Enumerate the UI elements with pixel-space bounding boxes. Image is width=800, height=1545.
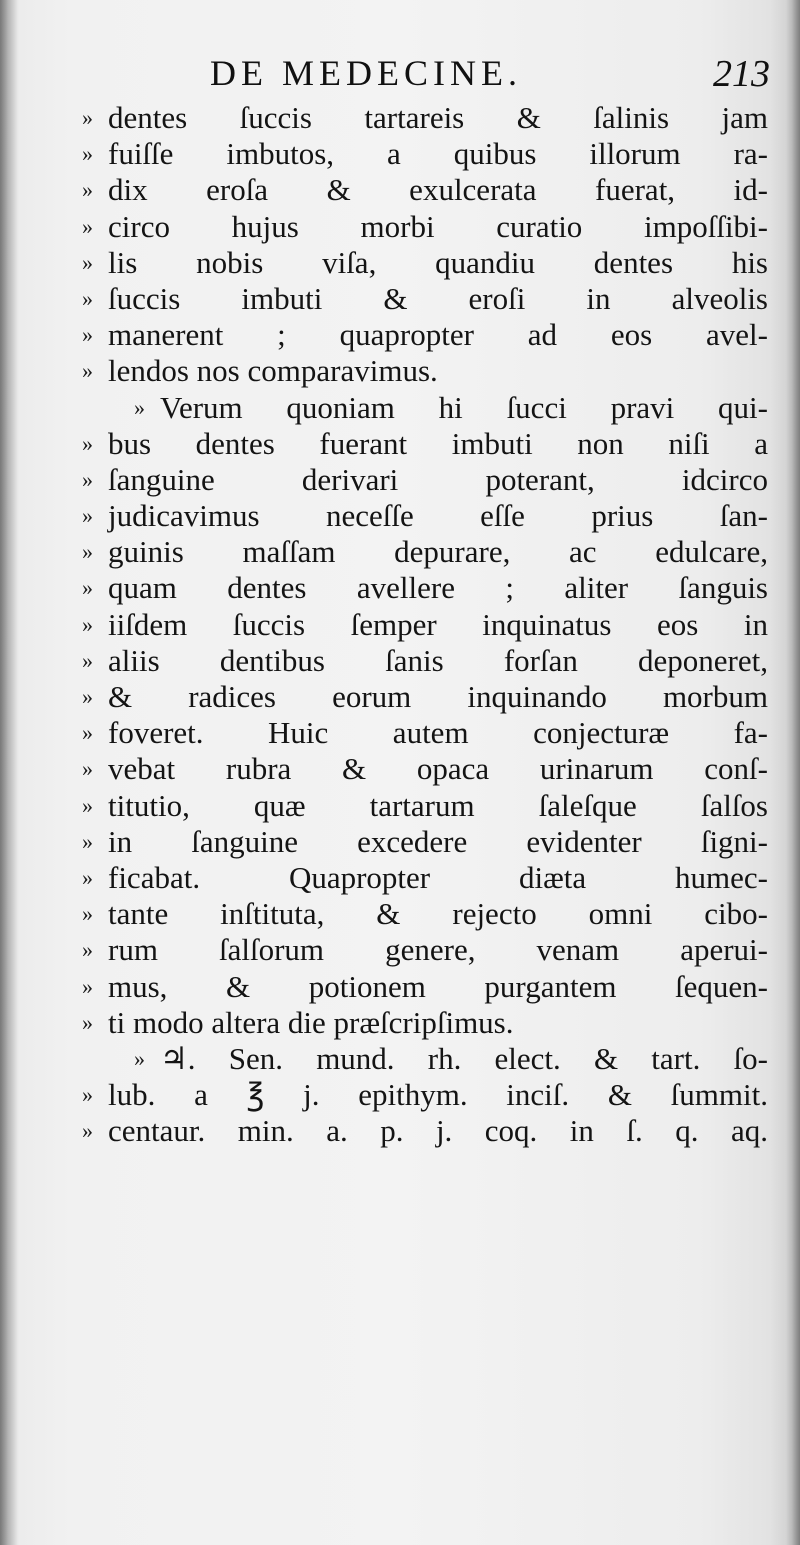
line-text: mus, & potionem purgantem ſequen- bbox=[108, 968, 768, 1004]
text-line bbox=[82, 534, 768, 570]
quote-mark: » bbox=[82, 611, 93, 637]
text-line bbox=[82, 570, 768, 606]
line-text: foveret. Huic autem conjecturæ fa- bbox=[108, 715, 768, 751]
text-line bbox=[82, 172, 768, 208]
quote-mark: » bbox=[82, 430, 93, 456]
text-line bbox=[82, 932, 768, 968]
quote-mark: » bbox=[82, 466, 93, 492]
quote-mark: » bbox=[82, 322, 93, 348]
text-line bbox=[82, 317, 768, 353]
text-line bbox=[82, 425, 768, 462]
quote-mark: » bbox=[82, 141, 93, 167]
quote-mark: » bbox=[82, 358, 93, 384]
line-text: tante inſtituta, & rejecto omni cibo- bbox=[108, 896, 768, 932]
line-text: titutio, quæ tartarum ſaleſque ſalſos bbox=[108, 787, 768, 823]
quote-mark: » bbox=[82, 756, 93, 782]
line-text: fuiſſe imbutos, a quibus illorum ra- bbox=[108, 136, 768, 172]
line-text: lub. a ℥ j. epithym. inciſ. & ſummit. bbox=[108, 1077, 768, 1113]
text-line bbox=[82, 100, 768, 136]
text-line bbox=[82, 859, 768, 896]
quote-mark: » bbox=[82, 503, 93, 529]
gutter-shadow bbox=[0, 0, 18, 1545]
quote-mark: » bbox=[82, 539, 93, 565]
quote-mark: » bbox=[82, 105, 93, 130]
quote-mark: » bbox=[82, 1118, 93, 1144]
page-number: 213 bbox=[713, 53, 770, 95]
text-line bbox=[82, 679, 768, 715]
line-text: ſuccis imbuti & eroſi in alveolis bbox=[108, 280, 768, 316]
quote-mark: » bbox=[82, 647, 93, 673]
quote-mark: » bbox=[134, 394, 145, 420]
quote-mark: » bbox=[82, 1082, 93, 1108]
line-text: ſanguine derivari poterant, idcirco bbox=[108, 461, 768, 497]
text-line bbox=[82, 208, 768, 245]
quote-mark: » bbox=[82, 177, 93, 203]
line-text: & radices eorum inquinando morbum bbox=[108, 679, 768, 714]
text-line bbox=[82, 244, 768, 281]
quote-mark: » bbox=[82, 1009, 93, 1035]
text-line bbox=[82, 896, 768, 932]
quote-mark: » bbox=[82, 684, 93, 709]
quote-mark: » bbox=[82, 973, 93, 999]
quote-mark: » bbox=[82, 828, 93, 854]
page-edge-shadow bbox=[786, 0, 800, 1545]
quote-mark: » bbox=[82, 864, 93, 890]
text-line bbox=[82, 751, 768, 787]
line-text: centaur. min. a. p. j. coq. in ſ. q. aq. bbox=[108, 1113, 768, 1149]
line-text: vebat rubra & opaca urinarum conſ- bbox=[108, 751, 768, 787]
paragraph-first-line bbox=[108, 390, 768, 426]
text-line bbox=[82, 715, 768, 751]
text-line bbox=[82, 787, 768, 824]
line-text: quam dentes avellere ; aliter ſanguis bbox=[108, 570, 768, 606]
text-line bbox=[82, 968, 768, 1005]
quote-mark: » bbox=[82, 937, 93, 963]
line-text: judicavimus neceſſe eſſe prius ſan- bbox=[108, 498, 768, 534]
line-text: ficabat. Quapropter diæta humec- bbox=[108, 859, 768, 895]
text-line bbox=[82, 353, 768, 389]
line-text: Verum quoniam hi ſucci pravi qui- bbox=[160, 389, 768, 425]
text-line bbox=[82, 823, 768, 860]
line-text: aliis dentibus ſanis forſan deponeret, bbox=[108, 642, 768, 678]
text-line bbox=[82, 1113, 768, 1149]
line-text: dix eroſa & exulcerata fuerat, id- bbox=[108, 172, 768, 208]
line-text: circo hujus morbi curatio impoſſibi- bbox=[108, 208, 768, 244]
quote-mark: » bbox=[82, 285, 93, 311]
line-text: guinis maſſam depurare, ac edulcare, bbox=[108, 534, 768, 570]
line-text: manerent ; quapropter ad eos avel- bbox=[108, 317, 768, 353]
quote-mark: » bbox=[82, 901, 93, 927]
running-head bbox=[210, 52, 770, 100]
text-line bbox=[82, 1077, 768, 1113]
line-text: bus dentes fuerant imbuti non niſi a bbox=[108, 425, 768, 461]
running-title: DE MEDECINE. bbox=[210, 53, 522, 93]
quote-mark: » bbox=[82, 792, 93, 818]
quote-mark: » bbox=[82, 575, 93, 601]
line-text: in ſanguine excedere evidenter ſigni- bbox=[108, 823, 768, 859]
line-text: ti modo altera die præſcripſimus. bbox=[108, 1004, 514, 1040]
quote-mark: » bbox=[82, 720, 93, 746]
line-text: dentes ſuccis tartareis & ſalinis jam bbox=[108, 100, 768, 135]
line-text: iiſdem ſuccis ſemper inquinatus eos in bbox=[108, 606, 768, 642]
quote-mark: » bbox=[82, 213, 93, 239]
text-line bbox=[82, 461, 768, 498]
line-text: ♃. Sen. mund. rh. elect. & tart. ſo- bbox=[160, 1040, 768, 1076]
body-text bbox=[82, 100, 768, 1149]
quote-mark: » bbox=[82, 249, 93, 275]
text-line bbox=[82, 280, 768, 317]
line-text: rum ſalſorum genere, venam aperui- bbox=[108, 932, 768, 968]
text-line bbox=[82, 642, 768, 679]
text-line bbox=[82, 498, 768, 534]
quote-mark: » bbox=[134, 1045, 145, 1071]
text-line bbox=[82, 606, 768, 643]
text-line bbox=[82, 1004, 768, 1041]
prescription-first-line bbox=[108, 1041, 768, 1077]
line-text: lis nobis viſa, quandiu dentes his bbox=[108, 244, 768, 280]
text-line bbox=[82, 136, 768, 172]
line-text: lendos nos comparavimus. bbox=[108, 353, 438, 389]
